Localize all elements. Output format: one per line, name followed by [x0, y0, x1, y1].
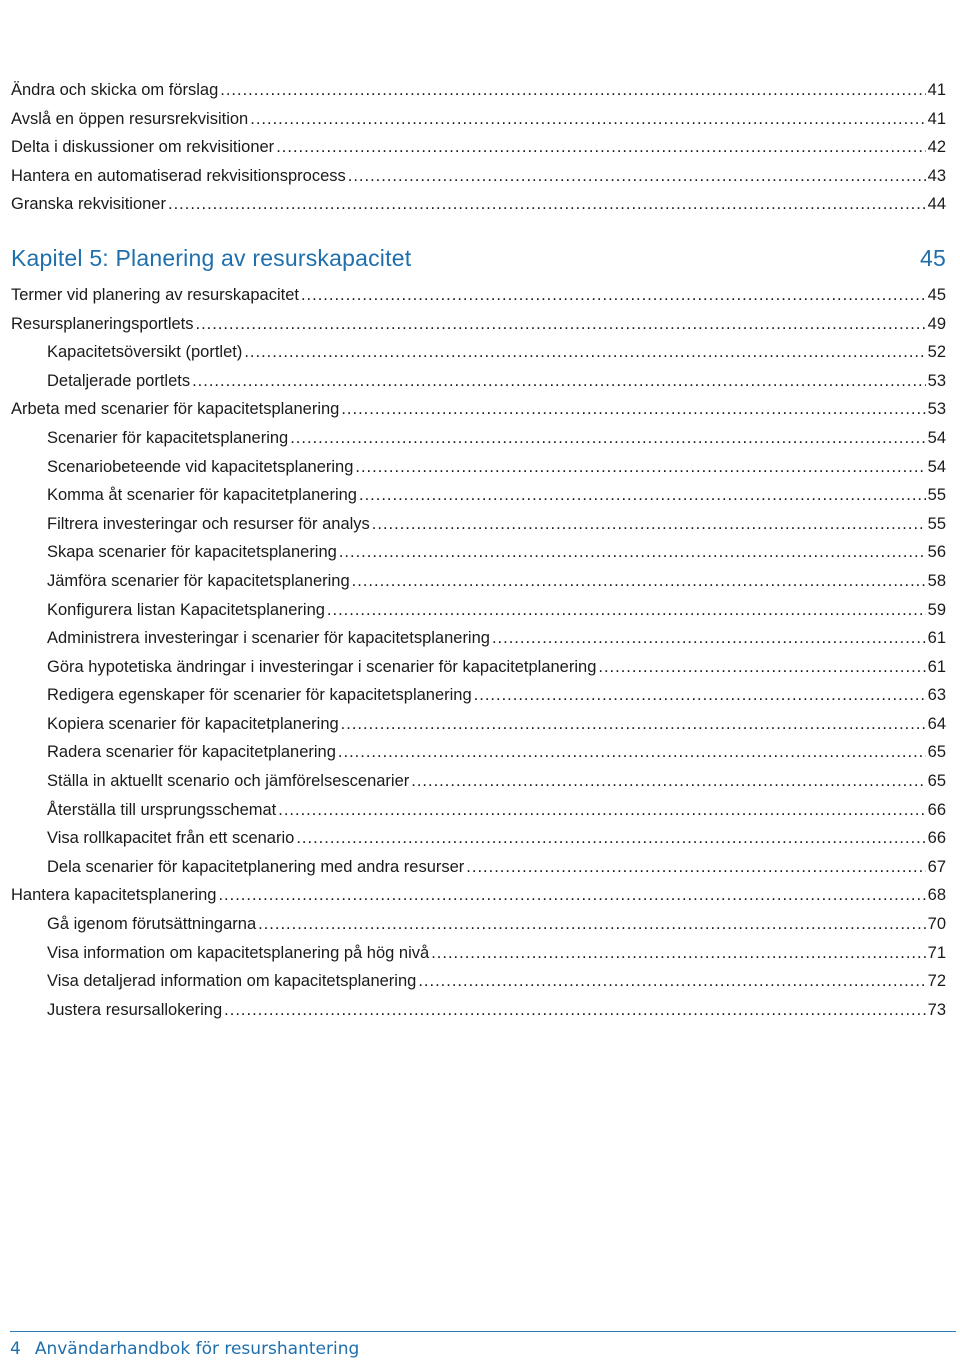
toc-entry[interactable]: [11, 395, 946, 424]
toc-entry-page: 61: [927, 629, 946, 648]
toc-entry-page: 56: [927, 543, 946, 562]
dot-leader: [355, 453, 925, 482]
dot-leader: [327, 596, 926, 625]
toc-subentry[interactable]: [47, 996, 946, 1025]
toc-entry-title: Ändra och skicka om förslag: [11, 81, 219, 99]
chapter-heading[interactable]: [11, 239, 946, 277]
chapter-title: Kapitel 5: Planering av resurskapacitet: [11, 244, 412, 271]
toc-entry-page: 52: [927, 343, 946, 362]
dot-leader: [258, 910, 926, 939]
dot-leader: [359, 481, 926, 510]
chapter-page: 45: [920, 244, 946, 271]
dot-leader: [276, 133, 925, 162]
toc-entry[interactable]: [11, 162, 946, 191]
toc-entry-title: Scenariobeteende vid kapacitetsplanering: [47, 457, 354, 476]
toc-entry-page: 70: [927, 915, 946, 934]
dot-leader: [296, 824, 925, 853]
toc-entry-page: 41: [927, 81, 946, 99]
toc-entry-page: 68: [927, 886, 946, 905]
toc-entry-title: Återställa till ursprungsschemat: [47, 800, 277, 819]
toc-subentry[interactable]: [47, 767, 946, 796]
dot-leader: [250, 105, 925, 134]
toc-entry-title: Redigera egenskaper för scenarier för kapacitetsplanering: [47, 686, 472, 705]
toc-entry-title: Konfigurera listan Kapacitetsplanering: [47, 600, 325, 619]
toc-entry-page: 54: [927, 428, 946, 447]
toc-entry-page: 65: [927, 772, 946, 791]
toc-entry-title: Visa information om kapacitetsplanering på hög nivå: [47, 943, 430, 962]
dot-leader: [218, 881, 925, 910]
toc-entry-title: Komma åt scenarier för kapacitetplanering: [47, 486, 357, 505]
dot-leader: [372, 510, 926, 539]
dot-leader: [168, 190, 926, 219]
toc-entry-page: 66: [927, 800, 946, 819]
toc-subentry[interactable]: [47, 738, 946, 767]
dot-leader: [278, 796, 925, 825]
toc-entry-title: Göra hypotetiska ändringar i investeringar i scenarier för kapacitetplanering: [47, 657, 597, 676]
page-footer: [10, 1331, 956, 1359]
toc-subentry[interactable]: [47, 481, 946, 510]
dot-leader: [352, 567, 926, 596]
toc-entry-page: 55: [927, 486, 946, 505]
toc-entry[interactable]: [11, 310, 946, 339]
dot-leader: [196, 310, 926, 339]
toc-entry[interactable]: [11, 105, 946, 134]
toc-entry-page: 55: [927, 514, 946, 533]
dot-leader: [598, 653, 925, 682]
toc-entry[interactable]: [11, 76, 946, 105]
toc-subentry[interactable]: [47, 681, 946, 710]
toc-subentry[interactable]: [47, 853, 946, 882]
dot-leader: [220, 76, 925, 105]
dot-leader: [339, 538, 926, 567]
toc-entry-page: 67: [927, 857, 946, 876]
toc-entry-page: 63: [927, 686, 946, 705]
toc-subentry[interactable]: [47, 538, 946, 567]
toc-entry-page: 64: [927, 714, 946, 733]
toc-entry-page: 53: [927, 371, 946, 390]
dot-leader: [192, 367, 926, 396]
toc-subentry[interactable]: [47, 367, 946, 396]
toc-entry-title: Filtrera investeringar och resurser för analys: [47, 514, 370, 533]
toc-subentry[interactable]: [47, 653, 946, 682]
toc-subentry[interactable]: [47, 567, 946, 596]
toc-entry-page: 54: [927, 457, 946, 476]
toc-entry-page: 73: [927, 1000, 946, 1019]
toc-entry-page: 65: [927, 743, 946, 762]
toc-entry-title: Administrera investeringar i scenarier för kapacitetsplanering: [47, 629, 490, 648]
toc-entry-title: Avslå en öppen resursrekvisition: [11, 109, 249, 128]
toc-entry-page: 72: [927, 972, 946, 991]
dot-leader: [341, 710, 926, 739]
toc-entry-title: Kopiera scenarier för kapacitetplanering: [47, 714, 339, 733]
toc-entry-title: Hantera kapacitetsplanering: [11, 886, 217, 905]
toc-subentry[interactable]: [47, 939, 946, 968]
toc-entry[interactable]: [11, 133, 946, 162]
toc-entry-page: 53: [927, 400, 946, 419]
toc-entry-title: Scenarier för kapacitetsplanering: [47, 428, 289, 447]
toc-entry-title: Gå igenom förutsättningarna: [47, 915, 257, 934]
dot-leader: [301, 281, 926, 310]
toc-entry-title: Termer vid planering av resurskapacitet: [11, 285, 299, 304]
toc-entry-page: 44: [927, 195, 946, 214]
toc-entry-page: 59: [927, 600, 946, 619]
toc-entry-title: Visa rollkapacitet från ett scenario: [47, 829, 295, 848]
toc-entry-title: Hantera en automatiserad rekvisitionsprocess: [11, 166, 346, 185]
toc-entry-title: Radera scenarier för kapacitetplanering: [47, 743, 336, 762]
toc-entry-page: 61: [927, 657, 946, 676]
dot-leader: [224, 996, 925, 1025]
dot-leader: [431, 939, 925, 968]
toc-entry-page: 71: [927, 943, 946, 962]
toc-entry-page: 42: [927, 138, 946, 157]
toc-subentry[interactable]: [47, 710, 946, 739]
toc-subentry[interactable]: [47, 824, 946, 853]
toc-entry-page: 49: [927, 314, 946, 333]
toc-entry-title: Skapa scenarier för kapacitetsplanering: [47, 543, 337, 562]
dot-leader: [474, 681, 926, 710]
dot-leader: [338, 738, 926, 767]
dot-leader: [290, 424, 925, 453]
toc-entry-title: Visa detaljerad information om kapacitetsplanering: [47, 972, 417, 991]
toc-entry-title: Granska rekvisitioner: [11, 195, 166, 214]
toc-entry-page: 45: [927, 285, 946, 304]
toc-subentry[interactable]: [47, 424, 946, 453]
toc-entry-title: Arbeta med scenarier för kapacitetsplanering: [11, 400, 340, 419]
toc-entry-title: Dela scenarier för kapacitetplanering med andra resurser: [47, 857, 465, 876]
toc-entry-page: 58: [927, 571, 946, 590]
toc-subentry[interactable]: [47, 596, 946, 625]
toc-subentry[interactable]: [47, 796, 946, 825]
toc-subentry[interactable]: [47, 510, 946, 539]
toc-subentry[interactable]: [47, 338, 946, 367]
toc-subentry[interactable]: [47, 453, 946, 482]
toc-entry-title: Justera resursallokering: [47, 1000, 223, 1019]
toc-entry-title: Delta i diskussioner om rekvisitioner: [11, 138, 275, 157]
toc-entry-title: Jämföra scenarier för kapacitetsplanering: [47, 571, 350, 590]
footer-page-number: 4: [10, 1339, 21, 1359]
toc-entry[interactable]: [11, 190, 946, 219]
toc-subentry[interactable]: [47, 910, 946, 939]
table-of-contents: [0, 76, 960, 1024]
toc-entry-page: 43: [927, 166, 946, 185]
dot-leader: [348, 162, 926, 191]
toc-entry-title: Resursplaneringsportlets: [11, 314, 194, 333]
toc-entry-page: 66: [927, 829, 946, 848]
toc-entry-title: Ställa in aktuellt scenario och jämförelsescenarier: [47, 772, 410, 791]
toc-entry-title: Detaljerade portlets: [47, 371, 191, 390]
toc-entry[interactable]: [11, 281, 946, 310]
dot-leader: [418, 967, 925, 996]
dot-leader: [411, 767, 925, 796]
toc-entry-page: 41: [927, 109, 946, 128]
dot-leader: [492, 624, 926, 653]
dot-leader: [244, 338, 925, 367]
dot-leader: [341, 395, 925, 424]
toc-entry-title: Kapacitetsöversikt (portlet): [47, 343, 243, 362]
toc-subentry[interactable]: [47, 967, 946, 996]
toc-subentry[interactable]: [47, 624, 946, 653]
toc-entry[interactable]: [11, 881, 946, 910]
dot-leader: [466, 853, 925, 882]
footer-book-title: Användarhandbok för resurshantering: [34, 1339, 360, 1359]
